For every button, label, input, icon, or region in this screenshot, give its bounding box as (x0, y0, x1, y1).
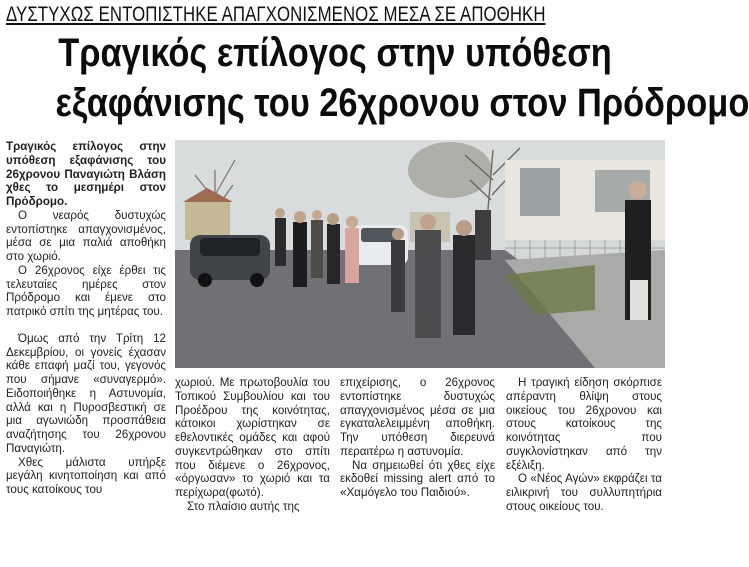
distant-house (185, 202, 230, 240)
car-grey (190, 235, 270, 287)
column-3 (340, 376, 495, 500)
headline-line-2: εξαφάνισης του 26χρονου στον Πρόδρομο (55, 81, 749, 125)
body-paragraph: Χθες μάλιστα υπήρξε μεγάλη κινητοποίηση και από τους κατοίκους του (6, 455, 166, 496)
body-paragraph: Η τραγική είδηση σκόρπισε απέραντη θλίψη στους οικείους του 26χρονου και στους κατοίκους της κοινότητας που συγκλονίστηκαν από την εξέλιξη. (506, 376, 662, 472)
body-paragraph: χωριού. Με πρωτοβουλία του Τοπικού Συμβουλίου και του Προέδρου της κοινότητας, κάτοικοι χωρίστηκαν σε εθελοντικές ομάδες και αφού συγκεντρώθηκαν στο σπίτι που διέμενε ο 26χρονος, «όργωσαν» το χωριό και τα περίχωρα(φωτό). (175, 376, 330, 499)
body-paragraph: Ο 26χρονος είχε έρθει τις τελευταίες ημέρες στον Πρόδρομο και έμενε στο πατρικό σπίτι της μητέρας του. (6, 263, 166, 318)
body-paragraph: Ο «Νέος Αγών» εκφράζει τα ειλικρινή του συλλυπητήρια στους οικείους του. (506, 472, 662, 513)
column-4 (506, 376, 662, 514)
body-paragraph: Όμως από την Τρίτη 12 Δεκεμβρίου, οι γονείς έχασαν κάθε επαφή μαζί του, γεγονός που σήμανε «συναγερμό». Ειδοποιήθηκε η Αστυνομία, αλλά και η Πυροσβεστική σε μια αγωνιώδη προσπάθεια αναζήτησης του 26χρονου Παναγιώτη. (6, 331, 166, 455)
lead-paragraph: Τραγικός επίλογος στην υπόθεση εξαφάνισης του 26χρονου Παναγιώτη Βλάση χθες το μεσημέρι στον Πρόδρομο. (6, 140, 166, 208)
kicker: ΔΥΣΤΥΧΩΣ ΕΝΤΟΠΙΣΤΗΚΕ ΑΠΑΓΧΟΝΙΣΜΕΝΟΣ ΜΕΣΑ ΣΕ ΑΠΟΘΗΚΗ (6, 3, 546, 26)
column-2 (175, 376, 330, 514)
body-paragraph: Ο νεαρός δυστυχώς εντοπίστηκε απαγχονισμένος, μέσα σε μια παλιά αποθήκη στο χωριό. (6, 208, 166, 263)
building-window (520, 168, 560, 216)
news-photo (175, 140, 665, 368)
body-paragraph: Να σημειωθεί ότι χθες είχε εκδοθεί missing alert από το «Χαμόγελο του Παιδιού». (340, 458, 495, 499)
body-paragraph: Στο πλαίσιο αυτής της (187, 499, 300, 513)
headline-line-1: Τραγικός επίλογος στην υπόθεση (58, 31, 612, 75)
column-1 (6, 140, 166, 497)
body-paragraph: επιχείρισης, ο 26χρονος εντοπίστηκε δυστυχώς απαγχονισμένος μέσα σε μια εγκαταλελειμμένη αποθήκη. Την υπόθεση διερευνά περαιτέρω η αστυνομία. (340, 376, 495, 458)
